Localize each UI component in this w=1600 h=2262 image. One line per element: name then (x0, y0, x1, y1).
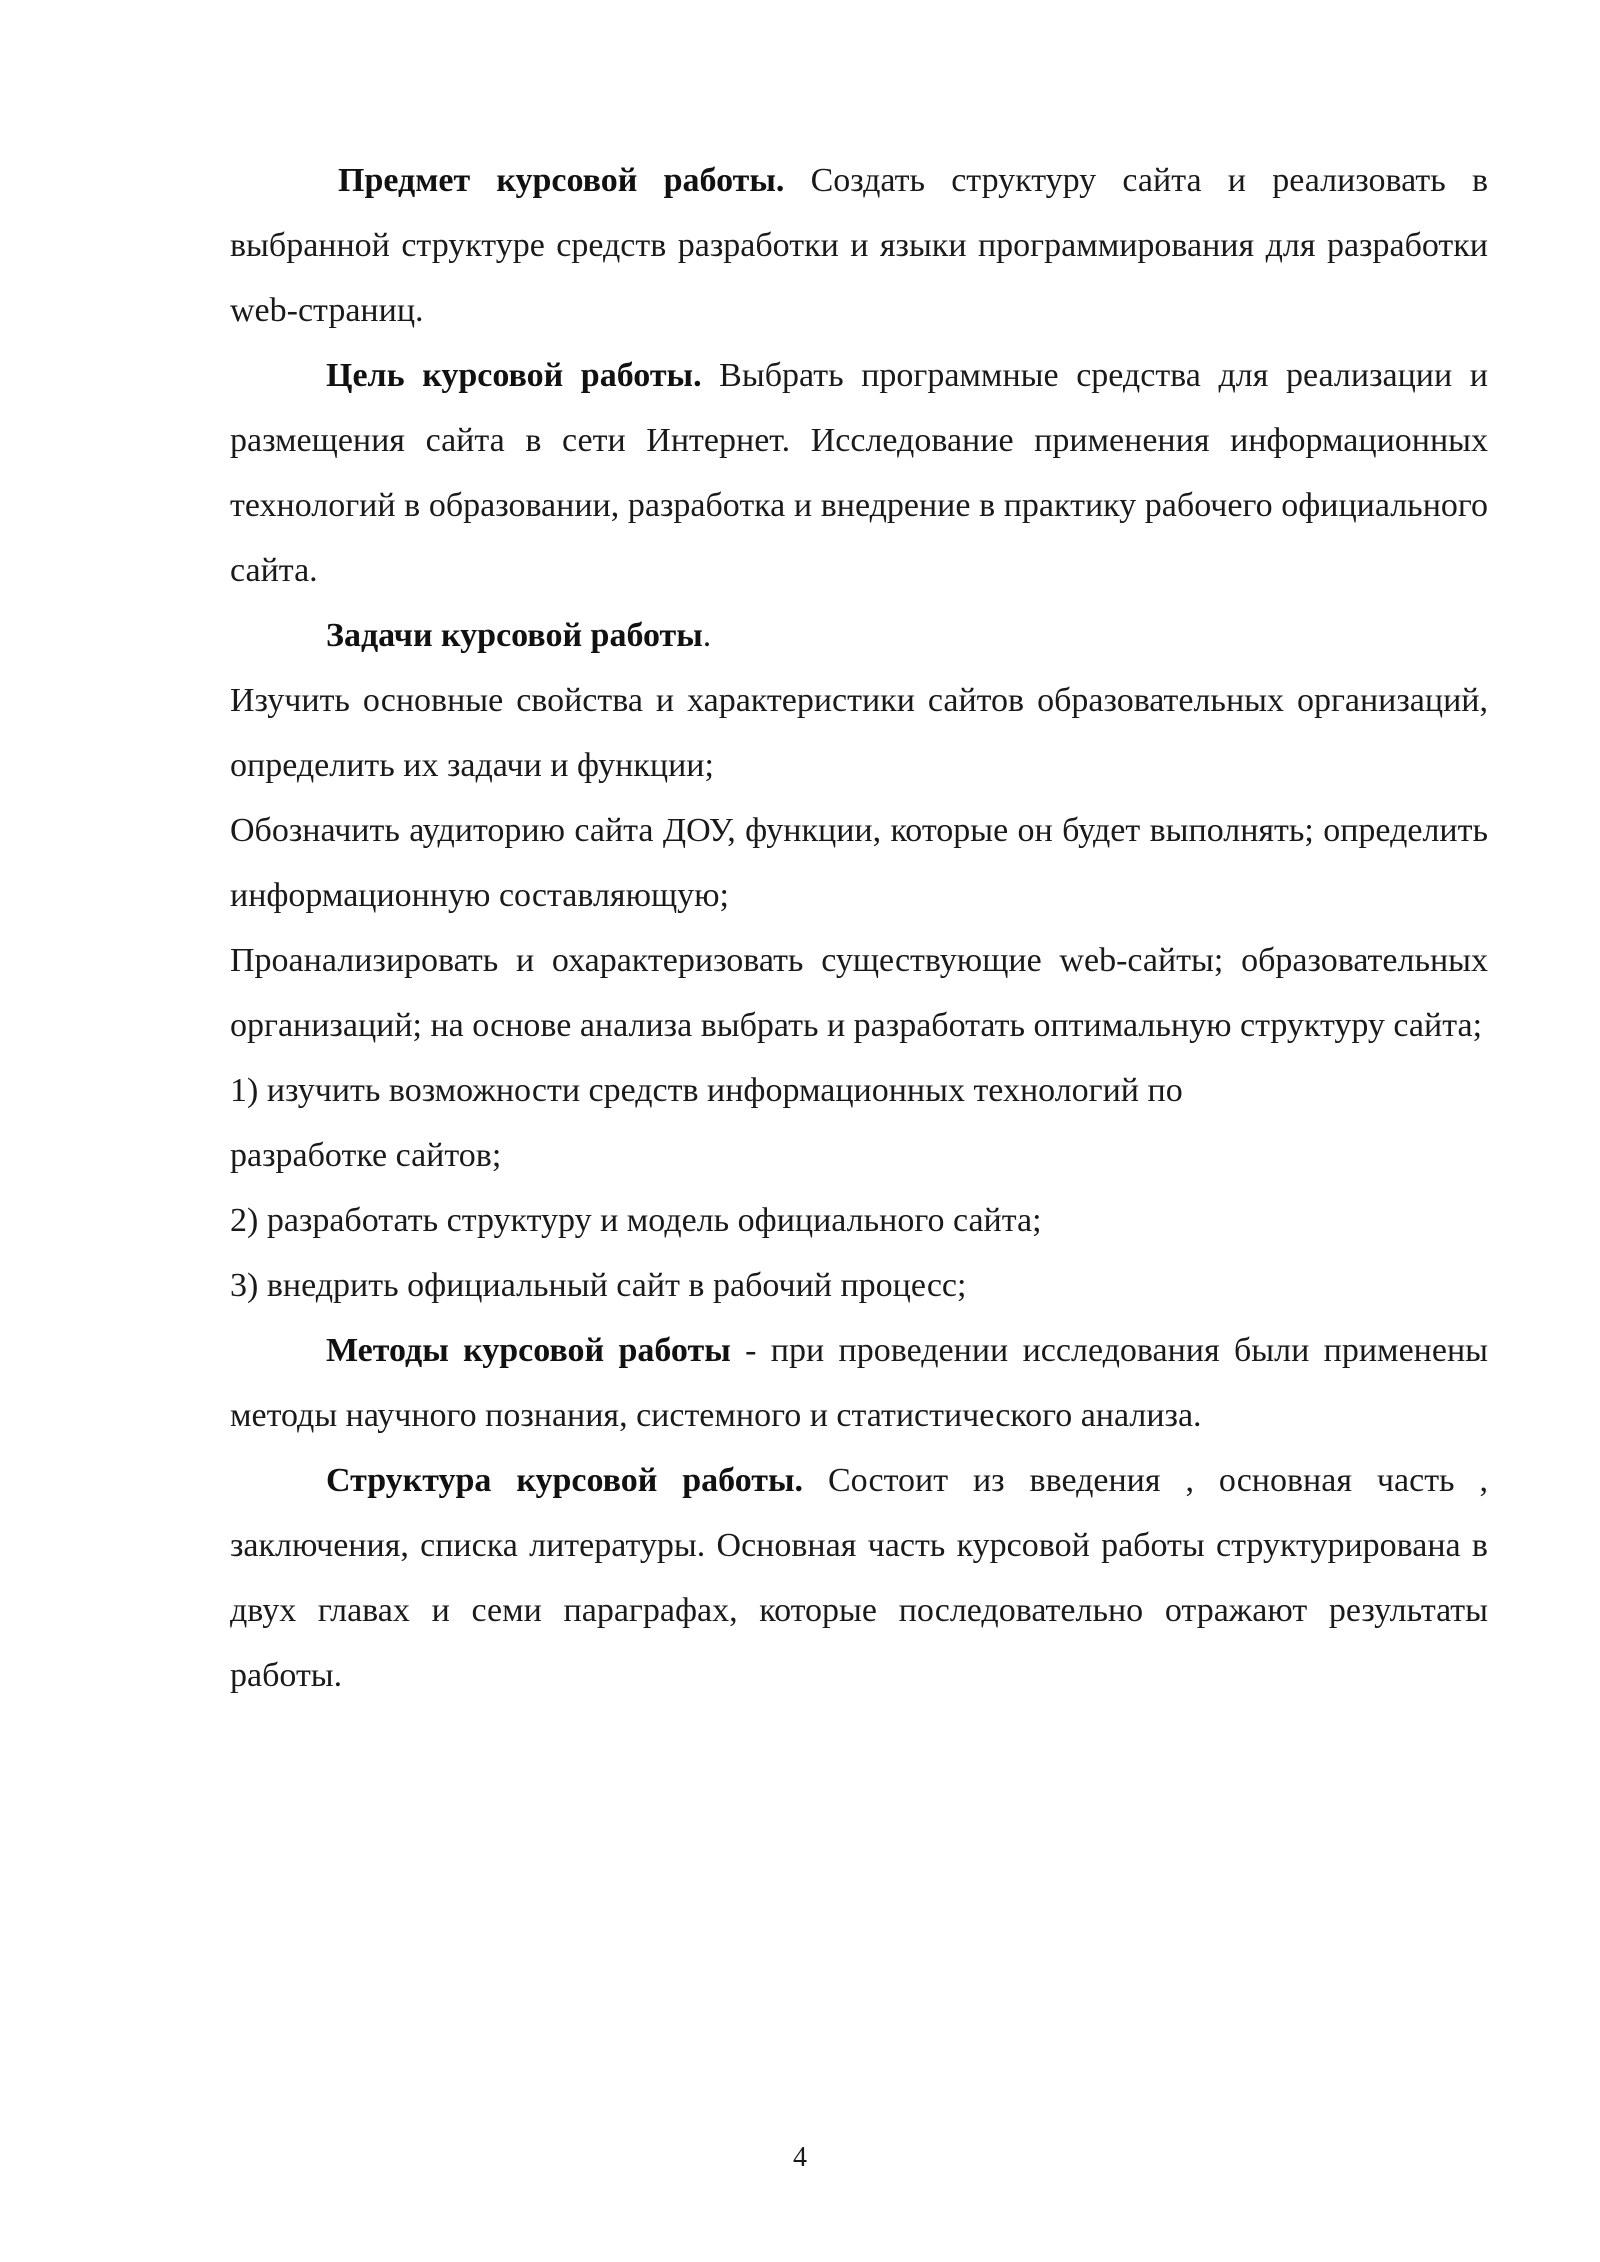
numbered-task-item-continuation: разработке сайтов; (230, 1137, 502, 1174)
methods-paragraph (230, 1318, 1488, 1448)
structure-text: Состоит из введения , основная часть , заключения, списка литературы. Основная часть курсовой работы структурирована в двух главах и семи параграфах, которые последовательно отражают результаты работы. (230, 1462, 1488, 1694)
goal-text: Выбрать программные средства для реализации и размещения сайта в сети Интернет. Исследование применения информационных технологий в образовании, разработка и внедрение в практику рабочего официального сайта. (230, 357, 1488, 589)
methods-text: - при проведении исследования были применены методы научного познания, системного и статистического анализа. (230, 1332, 1488, 1434)
goal-heading: Цель курсовой работы. (326, 357, 702, 394)
numbered-task-item: 1) изучить возможности средств информационных технологий по (230, 1072, 1183, 1109)
document-body (230, 148, 1488, 1708)
numbered-task-item: 2) разработать структуру и модель официального сайта; (230, 1202, 1042, 1239)
page-number: 4 (793, 2142, 807, 2173)
structure-heading: Структура курсовой работы. (326, 1462, 804, 1499)
goal-paragraph (230, 343, 1488, 603)
methods-heading: Методы курсовой работы (326, 1332, 731, 1369)
tasks-heading-suffix: . (702, 617, 712, 654)
task-item: Проанализировать и охарактеризовать существующие web-сайты; образовательных организаций; на основе анализа выбрать и разработать оптимальную структуру сайта; (230, 942, 1488, 1044)
task-item: Обозначить аудиторию сайта ДОУ, функции, которые он будет выполнять; определить информационную составляющую; (230, 812, 1488, 914)
tasks-heading-paragraph (230, 603, 1488, 668)
tasks-heading: Задачи курсовой работы (326, 617, 703, 654)
tasks-list (230, 668, 1488, 1318)
structure-paragraph (230, 1448, 1488, 1708)
subject-text: Создать структуру сайта и реализовать в выбранной структуре средств разработки и языки программирования для разработки web-страниц. (230, 162, 1488, 329)
subject-paragraph (230, 148, 1488, 343)
subject-heading: Предмет курсовой работы. (338, 162, 785, 199)
task-item: Изучить основные свойства и характеристики сайтов образовательных организаций, определить их задачи и функции; (230, 682, 1488, 784)
numbered-task-item: 3) внедрить официальный сайт в рабочий процесс; (230, 1267, 967, 1304)
